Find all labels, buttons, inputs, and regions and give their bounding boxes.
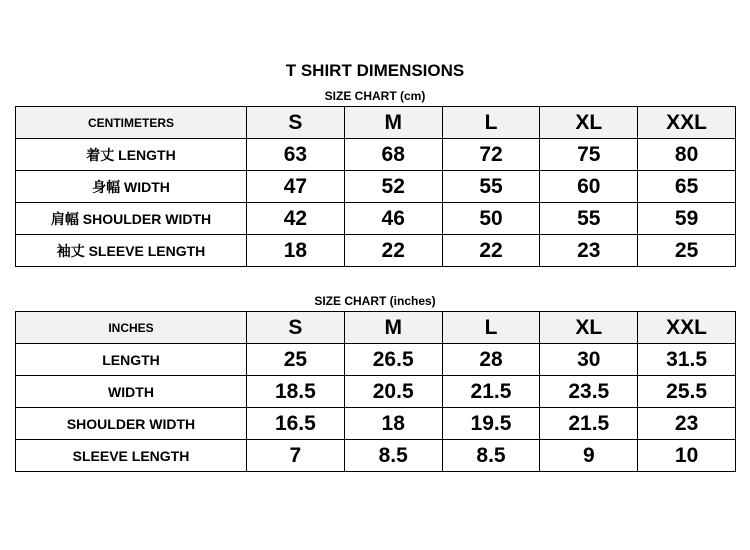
row-label: 袖丈 SLEEVE LENGTH [16,235,247,267]
table-cell: 16.5 [247,408,345,440]
size-header: S [247,107,345,139]
table-row [16,203,736,235]
table-row [16,139,736,171]
table-cell: 52 [344,171,442,203]
table-cell: 25 [247,344,345,376]
cm-size-table [15,106,736,267]
table-cell: 50 [442,203,540,235]
table-row [16,171,736,203]
table-cell: 28 [442,344,540,376]
table-cell: 55 [442,171,540,203]
table-cell: 25.5 [638,376,736,408]
size-header: XL [540,312,638,344]
table-cell: 65 [638,171,736,203]
table-cell: 8.5 [442,440,540,472]
table-cell: 9 [540,440,638,472]
table-cell: 68 [344,139,442,171]
row-label: 肩幅 SHOULDER WIDTH [16,203,247,235]
table-cell: 23 [540,235,638,267]
table-row [16,408,736,440]
table-cell: 20.5 [344,376,442,408]
table-row [16,235,736,267]
table-cell: 21.5 [540,408,638,440]
page-title: T SHIRT DIMENSIONS [285,61,465,80]
row-label: WIDTH [16,376,247,408]
table-cell: 18 [247,235,345,267]
row-label: 着丈 LENGTH [16,139,247,171]
inch-size-table [15,311,736,472]
table-cell: 60 [540,171,638,203]
table-row [16,376,736,408]
size-header: L [442,107,540,139]
table-cell: 63 [247,139,345,171]
size-header: XXL [638,107,736,139]
table-cell: 30 [540,344,638,376]
row-label: SHOULDER WIDTH [16,408,247,440]
column-header-label: INCHES [16,312,247,344]
row-label: SLEEVE LENGTH [16,440,247,472]
table-cell: 18 [344,408,442,440]
size-header: M [344,107,442,139]
size-header: S [247,312,345,344]
table-cell: 22 [442,235,540,267]
table-cell: 72 [442,139,540,171]
table-cell: 42 [247,203,345,235]
table-cell: 10 [638,440,736,472]
table-cell: 19.5 [442,408,540,440]
table-cell: 18.5 [247,376,345,408]
table-cell: 21.5 [442,376,540,408]
table-cell: 23.5 [540,376,638,408]
size-header: XL [540,107,638,139]
header-row [16,312,736,344]
table-cell: 75 [540,139,638,171]
size-header: M [344,312,442,344]
cm-chart-caption: SIZE CHART (cm) [324,89,426,103]
table-cell: 23 [638,408,736,440]
table-cell: 59 [638,203,736,235]
size-header: L [442,312,540,344]
size-header: XXL [638,312,736,344]
column-header-label: CENTIMETERS [16,107,247,139]
table-cell: 26.5 [344,344,442,376]
header-row [16,107,736,139]
inch-chart-caption: SIZE CHART (inches) [314,294,436,308]
table-cell: 80 [638,139,736,171]
table-row [16,440,736,472]
row-label: LENGTH [16,344,247,376]
table-cell: 47 [247,171,345,203]
table-cell: 25 [638,235,736,267]
table-cell: 8.5 [344,440,442,472]
table-cell: 22 [344,235,442,267]
table-cell: 7 [247,440,345,472]
table-cell: 31.5 [638,344,736,376]
row-label: 身幅 WIDTH [16,171,247,203]
table-row [16,344,736,376]
table-cell: 55 [540,203,638,235]
table-cell: 46 [344,203,442,235]
